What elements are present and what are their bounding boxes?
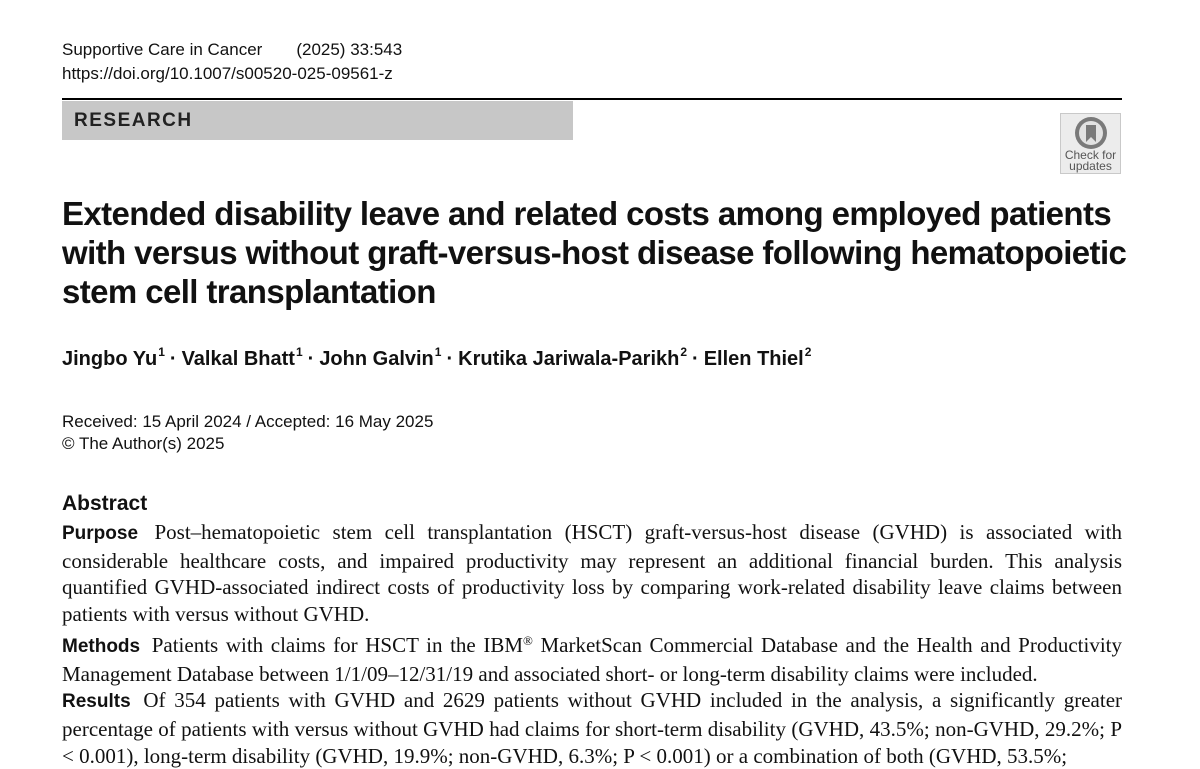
article-title: Extended disability leave and related costs among employed patients with versus without graft-versus-host disease following hematopoietic stem cell transplantation [62,195,1127,310]
article-dates [62,411,433,455]
methods-text-part2: MarketScan Commercial Database and the Health and Productivity Management Database between 1/1/09–12/31/19 and associated short- or long-term disability claims were included. [62,632,1122,686]
author-list [62,345,811,371]
author[interactable]: Krutika Jariwala-Parikh$^2$ [458,345,688,370]
author-separator: · [446,348,454,370]
check-for-updates-button[interactable] [1060,113,1121,174]
header-rule [62,98,1122,100]
abstract-methods [62,628,1122,687]
copyright-notice: © The Author(s) 2025 [62,434,225,453]
author[interactable]: Jingbo Yu$^1$ [62,345,165,370]
results-label: Results [62,691,131,713]
author-separator: · [169,348,177,370]
results-text: Of 354 patients with GVHD and 2629 patients without GVHD included in the analysis, a significantly greater percentage of patients with versus without GVHD had claims for short-term disability (GVHD, 43.5%; non-GVHD, 29.2%; P < 0.001), long-term disability (GVHD, 19.9%; non-GVHD, 6.3%; P < 0.001) or a combination of both (GVHD, 53.5%; [62,688,1123,768]
section-label: RESEARCH [62,101,573,140]
author-separator: · [307,348,315,370]
journal-name: Supportive Care in Cancer [62,40,263,59]
journal-citation: (2025) 33:543 [296,40,403,59]
abstract-body [62,519,1122,769]
bookmark-badge-icon [1074,116,1108,150]
purpose-label: Purpose [62,523,139,544]
check-for-updates-label: Check for updates [1064,148,1117,173]
author[interactable]: John Galvin$^1$ [319,345,442,370]
methods-label: Methods [62,635,141,657]
purpose-text: Post–hematopoietic stem cell transplantation (HSCT) graft-versus-host disease (GVHD) is associated with considerable healthcare costs, and impaired productivity may represent an additional financial burden. This analysis quantified GVHD-associated indirect costs of productivity loss by comparing work-related disability leave claims between patients with versus without GVHD. [62,520,1123,627]
received-accepted-dates: Received: 15 April 2024 / Accepted: 16 May 2025 [62,412,434,431]
journal-line [62,39,402,61]
author-separator: · [692,348,699,370]
doi-link[interactable]: https://doi.org/10.1007/s00520-025-09561-z [62,64,393,83]
methods-text-part1: Patients with claims for HSCT in the IBM [151,632,523,657]
abstract-heading: Abstract [62,492,148,515]
registered-mark: ® [523,632,533,648]
abstract-results [62,687,1122,769]
abstract-purpose [62,519,1122,628]
author[interactable]: Valkal Bhatt$^1$ [181,345,303,370]
author[interactable]: Ellen Thiel$^2$ [703,345,812,370]
